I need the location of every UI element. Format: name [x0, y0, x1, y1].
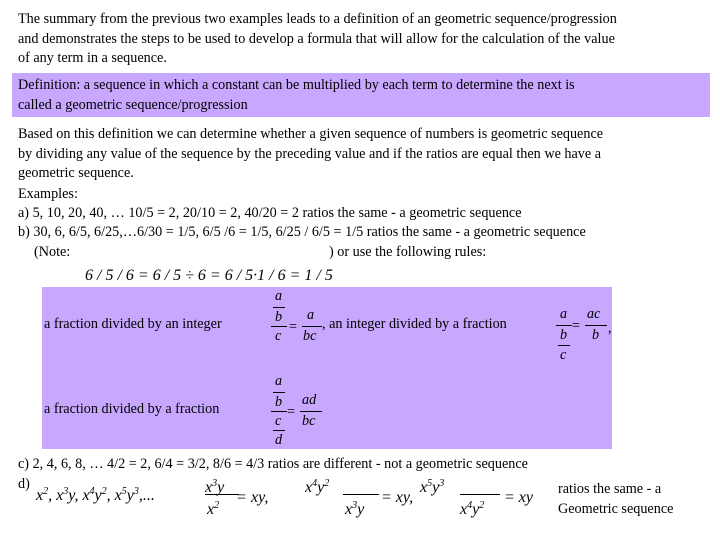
note-close: ) or use the following rules: [329, 244, 487, 260]
rule1-rhs-bc: bc [303, 328, 317, 344]
example-d-result [558, 480, 673, 519]
rule2-formula [271, 372, 331, 450]
example-c: c) 2, 4, 6, 8, … 4/2 = 2, 6/4 = 3/2, 8/6 = 4/3 ratios are different - not a geometric sequence [18, 456, 528, 472]
example-d-result-line: ratios the same - a [558, 481, 662, 497]
example-b: b) 30, 6, 6/5, 6/25,…6/30 = 1/5, 6/5 /6 = 1/5, 6/25 / 6/5 = 1/5 ratios the same - a geometric sequence [18, 224, 586, 240]
based-line: geometric sequence. [18, 165, 134, 181]
rule2-b: b [275, 394, 283, 410]
rule1b-formula [556, 305, 616, 365]
note-open: (Note: [34, 244, 71, 260]
rule1-rhs-a: a [307, 307, 315, 323]
example-d-ratio2-rhs: = xy, [381, 489, 414, 506]
rule2-eq: = [287, 404, 296, 420]
based-paragraph [18, 125, 708, 184]
example-d-sequence: $x^2$, $x^3y$, $x^4y^2$, $x^5y^3$,... [36, 486, 155, 504]
rule1b-b: b [560, 327, 568, 343]
rule2-rhs-ad: ad [302, 392, 317, 408]
rule2-label: a fraction divided by a fraction [44, 401, 220, 417]
rule1-eq: = [289, 319, 298, 335]
rule1b-comma: , [608, 320, 612, 336]
intro-line: and demonstrates the steps to be used to develop a formula that will allow for the calculation of the value [18, 30, 615, 47]
rule1-mid: , an integer divided by a fraction [322, 316, 507, 332]
rule2-rhs-bc: bc [302, 413, 316, 429]
note-equation: 6 / 5 / 6 = 6 / 5 ÷ 6 = 6 / 5·1 / 6 = 1 / 5 [85, 267, 333, 284]
definition-line: called a geometric sequence/progression [18, 96, 248, 113]
intro-line: The summary from the previous two examples leads to a definition of an geometric sequence/progression [18, 11, 617, 27]
rule1b-rhs-b: b [592, 327, 600, 343]
based-line: Based on this definition we can determine whether a given sequence of numbers is geometric sequence [18, 126, 604, 142]
rule1b-rhs-ac: ac [587, 306, 601, 322]
rule1-a-top: a [275, 288, 283, 304]
rule1b-a: a [560, 306, 568, 322]
example-d-result-line: Geometric sequence [558, 500, 674, 517]
rule1-label: a fraction divided by an integer [44, 316, 222, 332]
intro-paragraph [18, 10, 708, 69]
rule1b-c: c [560, 347, 567, 363]
rule2-c: c [275, 413, 282, 429]
example-d-ratio3-bar [460, 494, 500, 495]
rule2-d: d [275, 432, 283, 448]
example-d-ratio3-rhs: = xy [504, 489, 533, 506]
definition-box [12, 73, 710, 117]
intro-line: of any term in a sequence. [18, 50, 167, 66]
rule1-b: b [275, 309, 283, 325]
example-d-label: d) [18, 476, 30, 492]
rule2-a: a [275, 373, 283, 389]
based-line: by dividing any value of the sequence by the preceding value and if the ratios are equal then we have a [18, 145, 602, 162]
example-a: a) 5, 10, 20, 40, … 10/5 = 2, 20/10 = 2, 40/20 = 2 ratios the same - a geometric sequence [18, 205, 522, 221]
rule1-c: c [275, 328, 282, 344]
definition-line: Definition: a sequence in which a constant can be multiplied by each term to determine the next is [18, 77, 575, 93]
example-d-ratio2-den: $x^3y$ [345, 500, 365, 518]
examples-heading: Examples: [18, 186, 78, 202]
example-d-ratio3-den: $x^4y^2$ [460, 500, 485, 518]
rule1b-eq: = [572, 318, 581, 334]
